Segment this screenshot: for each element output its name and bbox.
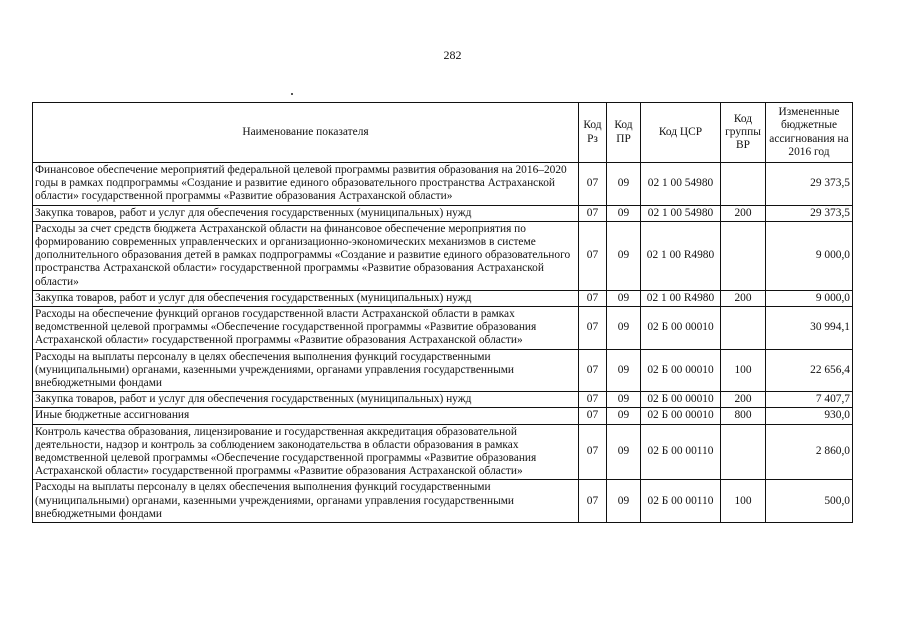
row-rz: 07 [579, 408, 607, 424]
table-row [33, 349, 853, 392]
header-vr: Код группы ВР [721, 103, 766, 163]
budget-table [32, 102, 853, 523]
row-csr: 02 Б 00 00110 [641, 424, 721, 480]
row-pr: 09 [607, 163, 641, 206]
header-amount: Измененные бюджетные ассигнования на 2016 год [766, 103, 853, 163]
row-amount: 500,0 [766, 480, 853, 523]
header-row [33, 103, 853, 163]
row-amount: 2 860,0 [766, 424, 853, 480]
row-name: Закупка товаров, работ и услуг для обеспечения государственных (муниципальных) нужд [33, 392, 579, 408]
row-name: Иные бюджетные ассигнования [33, 408, 579, 424]
scan-speck [291, 93, 293, 95]
row-csr: 02 Б 00 00010 [641, 349, 721, 392]
row-csr: 02 1 00 R4980 [641, 290, 721, 306]
row-csr: 02 1 00 54980 [641, 163, 721, 206]
row-csr: 02 Б 00 00010 [641, 392, 721, 408]
row-rz: 07 [579, 349, 607, 392]
header-rz: Код Рз [579, 103, 607, 163]
row-name: Контроль качества образования, лицензирование и государственная аккредитация образовательной деятельности, надзор и контроль за соблюдением законодательства в области образования в рамках ведомственной целевой программы «Обеспечение государственной программы «Развитие образования Астраханской области» государственной программы «Развитие образования Астраханской области» [33, 424, 579, 480]
row-rz: 07 [579, 424, 607, 480]
row-rz: 07 [579, 307, 607, 350]
row-amount: 930,0 [766, 408, 853, 424]
row-amount: 9 000,0 [766, 221, 853, 290]
row-vr: 100 [721, 349, 766, 392]
page-number: 282 [443, 48, 462, 62]
header-pr: Код ПР [607, 103, 641, 163]
row-vr: 100 [721, 480, 766, 523]
row-vr [721, 221, 766, 290]
table-body [33, 163, 853, 523]
table-row [33, 424, 853, 480]
row-pr: 09 [607, 290, 641, 306]
row-csr: 02 Б 00 00010 [641, 408, 721, 424]
row-amount: 22 656,4 [766, 349, 853, 392]
row-name: Расходы на обеспечение функций органов государственной власти Астраханской области в рамках ведомственной целевой программы «Обеспечение государственной программы «Развитие образования Астраханской области» государственной программы «Развитие образования Астраханской области» [33, 307, 579, 350]
table-row [33, 392, 853, 408]
row-vr [721, 307, 766, 350]
row-amount: 29 373,5 [766, 205, 853, 221]
row-pr: 09 [607, 221, 641, 290]
row-rz: 07 [579, 392, 607, 408]
row-rz: 07 [579, 221, 607, 290]
row-amount: 9 000,0 [766, 290, 853, 306]
row-pr: 09 [607, 424, 641, 480]
table-row [33, 221, 853, 290]
row-name: Финансовое обеспечение мероприятий федеральной целевой программы развития образования на 2016–2020 годы в рамках подпрограммы «Создание и развитие единого образовательного пространства Астраханской области» государственной программы «Развитие образования Астраханской области» [33, 163, 579, 206]
row-name: Расходы за счет средств бюджета Астраханской области на финансовое обеспечение мероприятия по формированию современных управленческих и организационно-экономических механизмов в системе дополнительного образования детей в рамках подпрограммы «Создание и развитие единого образовательного пространства Астраханской области» государственной программы «Развитие образования Астраханской области» [33, 221, 579, 290]
row-vr: 200 [721, 392, 766, 408]
row-csr: 02 1 00 54980 [641, 205, 721, 221]
row-csr: 02 Б 00 00110 [641, 480, 721, 523]
row-pr: 09 [607, 307, 641, 350]
row-vr: 200 [721, 205, 766, 221]
header-csr: Код ЦСР [641, 103, 721, 163]
row-vr [721, 424, 766, 480]
row-csr: 02 1 00 R4980 [641, 221, 721, 290]
row-pr: 09 [607, 408, 641, 424]
row-pr: 09 [607, 349, 641, 392]
row-vr: 200 [721, 290, 766, 306]
row-amount: 29 373,5 [766, 163, 853, 206]
table-row [33, 408, 853, 424]
table-row [33, 307, 853, 350]
table-row [33, 480, 853, 523]
row-amount: 7 407,7 [766, 392, 853, 408]
row-rz: 07 [579, 480, 607, 523]
table-row [33, 163, 853, 206]
row-name: Закупка товаров, работ и услуг для обеспечения государственных (муниципальных) нужд [33, 205, 579, 221]
row-rz: 07 [579, 205, 607, 221]
table-header [33, 103, 853, 163]
header-name: Наименование показателя [33, 103, 579, 163]
row-name: Расходы на выплаты персоналу в целях обеспечения выполнения функций государственными (муниципальными) органами, казенными учреждениями, органами управления государственными внебюджетными фондами [33, 480, 579, 523]
row-name: Закупка товаров, работ и услуг для обеспечения государственных (муниципальных) нужд [33, 290, 579, 306]
row-csr: 02 Б 00 00010 [641, 307, 721, 350]
table-row [33, 290, 853, 306]
row-name: Расходы на выплаты персоналу в целях обеспечения выполнения функций государственными (муниципальными) органами, казенными учреждениями, органами управления государственными внебюджетными фондами [33, 349, 579, 392]
row-rz: 07 [579, 290, 607, 306]
table-row [33, 205, 853, 221]
row-pr: 09 [607, 480, 641, 523]
row-rz: 07 [579, 163, 607, 206]
row-vr [721, 163, 766, 206]
row-pr: 09 [607, 205, 641, 221]
row-pr: 09 [607, 392, 641, 408]
row-amount: 30 994,1 [766, 307, 853, 350]
row-vr: 800 [721, 408, 766, 424]
